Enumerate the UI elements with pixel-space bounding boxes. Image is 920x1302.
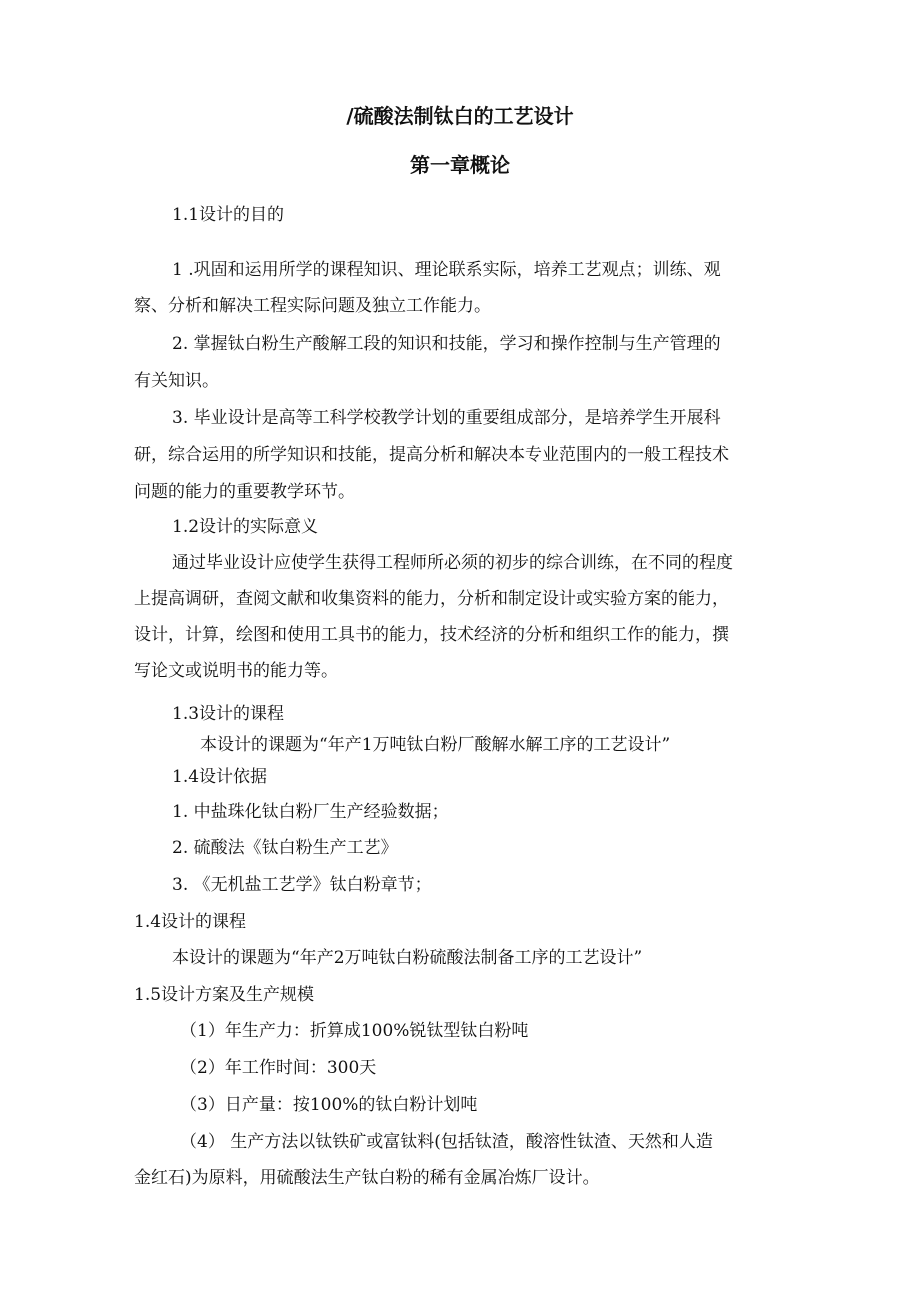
paragraph-line: 通过毕业设计应使学生获得工程师所必须的初步的综合训练，在不同的程度: [172, 553, 733, 573]
paragraph-line: 1 .巩固和运用所学的课程知识、理论联系实际，培养工艺观点；训练、观: [172, 260, 721, 280]
section-heading-1-4b: 1.4设计的课程: [134, 912, 247, 932]
paragraph-line: 本设计的课题为“年产2万吨钛白粉硫酸法制备工序的工艺设计”: [172, 948, 643, 968]
list-item: （2）年工作时间：300天: [180, 1058, 377, 1078]
paragraph-line: 写论文或说明书的能力等。: [134, 661, 338, 681]
list-item: 2. 硫酸法《钛白粉生产工艺》: [172, 838, 398, 858]
paragraph-line: 2. 掌握钛白粉生产酸解工段的知识和技能，学习和操作控制与生产管理的: [172, 334, 721, 354]
section-heading-1-4: 1.4设计依据: [172, 767, 268, 787]
paragraph-line: 金红石)为原料，用硫酸法生产钛白粉的稀有金属冶炼厂设计。: [134, 1168, 600, 1188]
list-item: （3）日产量：按100%的钛白粉计划吨: [180, 1095, 478, 1115]
list-item: （1）年生产力：折算成100%锐钛型钛白粉吨: [180, 1021, 529, 1041]
section-heading-1-5: 1.5设计方案及生产规模: [134, 985, 315, 1005]
paragraph-line: 察、分析和解决工程实际问题及独立工作能力。: [134, 296, 491, 316]
list-item: 1. 中盐珠化钛白粉厂生产经验数据；: [172, 802, 449, 822]
paragraph-line: 本设计的课题为“年产1万吨钛白粉厂酸解水解工序的工艺设计”: [200, 735, 671, 755]
paragraph-line: 有关知识。: [134, 371, 219, 391]
paragraph-line: 上提高调研，查阅文献和收集资料的能力，分析和制定设计或实验方案的能力，: [134, 589, 729, 609]
section-heading-1-1: 1.1设计的目的: [172, 205, 285, 225]
paragraph-line: 3. 毕业设计是高等工科学校教学计划的重要组成部分，是培养学生开展科: [172, 408, 721, 428]
paragraph-line: 设计，计算，绘图和使用工具书的能力，技术经济的分析和组织工作的能力，撰: [134, 625, 729, 645]
paragraph-line: 问题的能力的重要教学环节。: [134, 482, 355, 502]
paragraph-line: 研，综合运用的所学知识和技能，提高分析和解决本专业范围内的一般工程技术: [134, 445, 729, 465]
list-item: （4） 生产方法以钛铁矿或富钛料(包括钛渣，酸溶性钛渣、天然和人造: [180, 1132, 713, 1152]
chapter-title: 第一章概论: [410, 153, 510, 177]
document-title: /硫酸法制钛白的工艺设计: [346, 104, 574, 128]
list-item: 3. 《无机盐工艺学》钛白粉章节；: [172, 875, 432, 895]
section-heading-1-3: 1.3设计的课程: [172, 704, 285, 724]
section-heading-1-2: 1.2设计的实际意义: [172, 517, 319, 537]
